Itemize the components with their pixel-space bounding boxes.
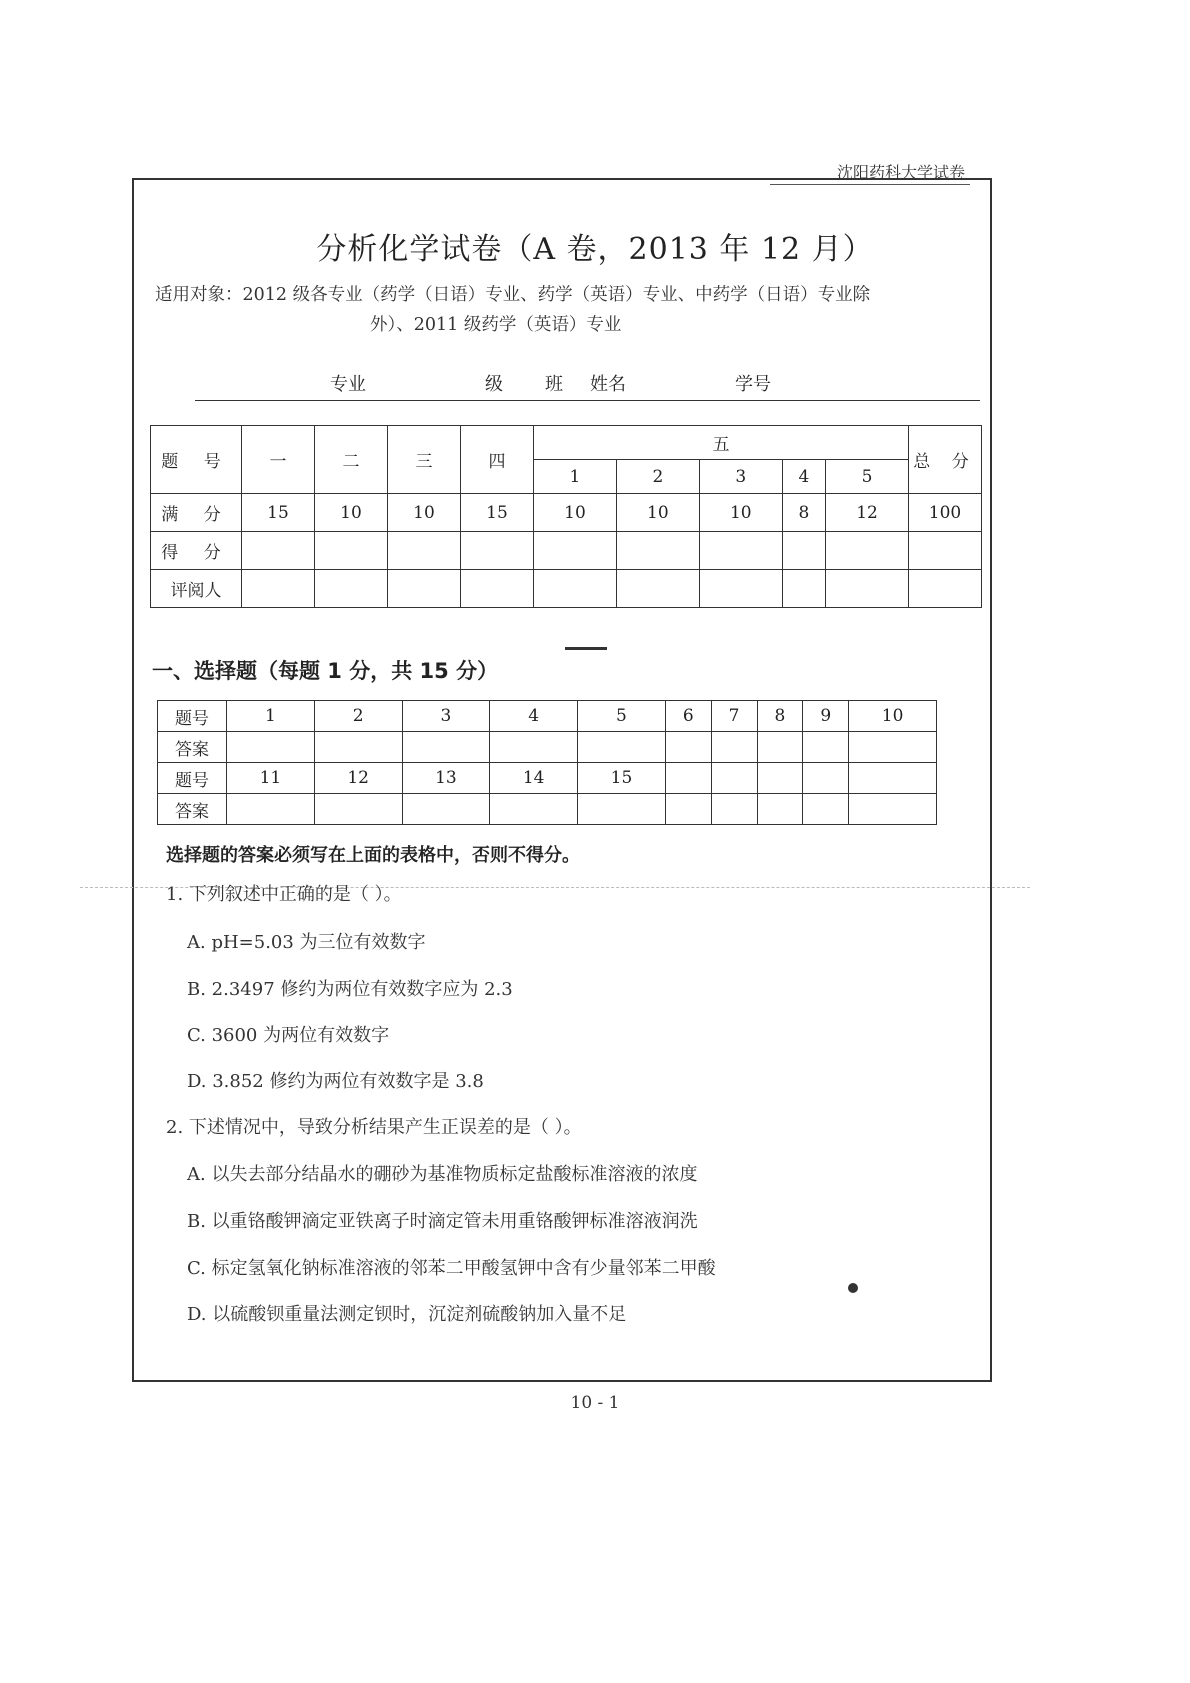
question-2-option-b: B. 以重铬酸钾滴定亚铁离子时滴定管未用重铬酸钾标准溶液润洗 xyxy=(187,1211,698,1232)
full-marks-5-3: 10 xyxy=(699,494,782,532)
number-label: 题号 xyxy=(158,763,227,794)
question-number: 10 xyxy=(849,701,937,732)
total-label: 总 分 xyxy=(909,426,982,494)
section5-part-5: 5 xyxy=(826,460,909,494)
obtained-cell[interactable] xyxy=(534,532,617,570)
page-number: 10 - 1 xyxy=(570,1393,620,1413)
grader-label: 评阅人 xyxy=(151,570,242,608)
name-label: 姓名 xyxy=(590,374,626,395)
full-marks-5-1: 10 xyxy=(534,494,617,532)
answer-cell[interactable] xyxy=(665,732,711,763)
full-marks-1: 15 xyxy=(242,494,315,532)
class-label: 班 xyxy=(545,374,563,395)
obtained-cell[interactable] xyxy=(461,532,534,570)
obtained-cell[interactable] xyxy=(699,532,782,570)
grader-cell[interactable] xyxy=(315,570,388,608)
answer-grid xyxy=(157,700,937,825)
answer-cell[interactable] xyxy=(227,794,315,825)
question-1-option-a: A. pH=5.03 为三位有效数字 xyxy=(187,932,426,953)
answer-cell[interactable] xyxy=(314,794,402,825)
question-1-option-b: B. 2.3497 修约为两位有效数字应为 2.3 xyxy=(187,979,513,1000)
full-marks-label: 满 分 xyxy=(151,494,242,532)
answer-cell[interactable] xyxy=(402,732,490,763)
answer-cell[interactable] xyxy=(314,732,402,763)
question-2-stem: 2. 下述情况中，导致分析结果产生正误差的是（ ）。 xyxy=(166,1117,582,1138)
answer-cell[interactable] xyxy=(490,794,578,825)
grader-cell[interactable] xyxy=(782,570,825,608)
question-2-option-c: C. 标定氢氧化钠标准溶液的邻苯二甲酸氢钾中含有少量邻苯二甲酸 xyxy=(187,1258,716,1279)
question-number: 1 xyxy=(227,701,315,732)
student-id-label: 学号 xyxy=(735,374,771,395)
obtained-cell[interactable] xyxy=(616,532,699,570)
section-col-1: 一 xyxy=(242,426,315,494)
answer-cell[interactable] xyxy=(578,732,666,763)
question-number: 6 xyxy=(665,701,711,732)
grader-cell[interactable] xyxy=(461,570,534,608)
question-number: 12 xyxy=(314,763,402,794)
major-label: 专业 xyxy=(330,374,366,395)
question-number: 15 xyxy=(578,763,666,794)
question-number: 14 xyxy=(490,763,578,794)
section5-part-3: 3 xyxy=(699,460,782,494)
answer-cell[interactable] xyxy=(711,732,757,763)
answer-cell[interactable] xyxy=(803,794,849,825)
question-1-stem: 1. 下列叙述中正确的是（ ）。 xyxy=(166,884,402,905)
question-number xyxy=(803,763,849,794)
obtained-label: 得 分 xyxy=(151,532,242,570)
question-number xyxy=(757,763,803,794)
answer-cell[interactable] xyxy=(803,732,849,763)
grader-cell[interactable] xyxy=(242,570,315,608)
grader-cell[interactable] xyxy=(699,570,782,608)
question-number xyxy=(711,763,757,794)
answer-cell[interactable] xyxy=(578,794,666,825)
section-col-4: 四 xyxy=(461,426,534,494)
header-label: 题 号 xyxy=(151,426,242,494)
full-marks-2: 10 xyxy=(315,494,388,532)
full-marks-total: 100 xyxy=(909,494,982,532)
question-number: 13 xyxy=(402,763,490,794)
obtained-cell[interactable] xyxy=(315,532,388,570)
answer-cell[interactable] xyxy=(402,794,490,825)
section-col-2: 二 xyxy=(315,426,388,494)
student-info-line xyxy=(195,370,980,401)
question-number: 9 xyxy=(803,701,849,732)
answer-cell[interactable] xyxy=(665,794,711,825)
grader-cell[interactable] xyxy=(909,570,982,608)
grade-label: 级 xyxy=(485,374,503,395)
answer-cell[interactable] xyxy=(849,732,937,763)
obtained-cell[interactable] xyxy=(388,532,461,570)
score-table xyxy=(150,425,982,608)
answer-cell[interactable] xyxy=(757,794,803,825)
answer-cell[interactable] xyxy=(711,794,757,825)
scan-smudge xyxy=(565,647,607,650)
grader-cell[interactable] xyxy=(826,570,909,608)
full-marks-5-4: 8 xyxy=(782,494,825,532)
section5-part-1: 1 xyxy=(534,460,617,494)
obtained-cell[interactable] xyxy=(242,532,315,570)
grader-cell[interactable] xyxy=(534,570,617,608)
answer-cell[interactable] xyxy=(227,732,315,763)
school-header: 沈阳药科大学试卷 xyxy=(836,163,965,182)
section5-part-4: 4 xyxy=(782,460,825,494)
applicability-line-1: 适用对象：2012 级各专业（药学（日语）专业、药学（英语）专业、中药学（日语）专业除 xyxy=(155,285,871,305)
applicability-line-2: 外）、2011 级药学（英语）专业 xyxy=(370,315,622,335)
obtained-cell[interactable] xyxy=(826,532,909,570)
answer-cell[interactable] xyxy=(490,732,578,763)
section5-part-2: 2 xyxy=(616,460,699,494)
question-number: 5 xyxy=(578,701,666,732)
question-number: 11 xyxy=(227,763,315,794)
question-2-option-a: A. 以失去部分结晶水的硼砂为基准物质标定盐酸标准溶液的浓度 xyxy=(187,1164,698,1185)
answer-cell[interactable] xyxy=(757,732,803,763)
question-number: 4 xyxy=(490,701,578,732)
question-number xyxy=(665,763,711,794)
full-marks-5-5: 12 xyxy=(826,494,909,532)
section1-title: 一、选择题（每题 1 分，共 15 分） xyxy=(152,659,499,683)
applicability xyxy=(155,280,985,340)
obtained-cell[interactable] xyxy=(782,532,825,570)
question-number: 8 xyxy=(757,701,803,732)
question-number: 3 xyxy=(402,701,490,732)
exam-title: 分析化学试卷（A 卷，2013 年 12 月） xyxy=(316,232,874,267)
obtained-cell[interactable] xyxy=(909,532,982,570)
grader-cell[interactable] xyxy=(388,570,461,608)
scan-smudge xyxy=(848,1283,858,1293)
section-col-5: 五 xyxy=(534,426,909,460)
full-marks-3: 10 xyxy=(388,494,461,532)
grader-cell[interactable] xyxy=(616,570,699,608)
question-1-option-c: C. 3600 为两位有效数字 xyxy=(187,1025,390,1046)
question-1-option-d: D. 3.852 修约为两位有效数字是 3.8 xyxy=(187,1071,484,1092)
answer-cell[interactable] xyxy=(849,794,937,825)
question-number xyxy=(849,763,937,794)
full-marks-5-2: 10 xyxy=(616,494,699,532)
question-number: 7 xyxy=(711,701,757,732)
number-label: 题号 xyxy=(158,701,227,732)
answer-label: 答案 xyxy=(158,794,227,825)
section-col-3: 三 xyxy=(388,426,461,494)
question-2-option-d: D. 以硫酸钡重量法测定钡时，沉淀剂硫酸钠加入量不足 xyxy=(187,1304,627,1325)
answer-label: 答案 xyxy=(158,732,227,763)
full-marks-4: 15 xyxy=(461,494,534,532)
question-number: 2 xyxy=(314,701,402,732)
answer-warning: 选择题的答案必须写在上面的表格中，否则不得分。 xyxy=(166,845,580,866)
